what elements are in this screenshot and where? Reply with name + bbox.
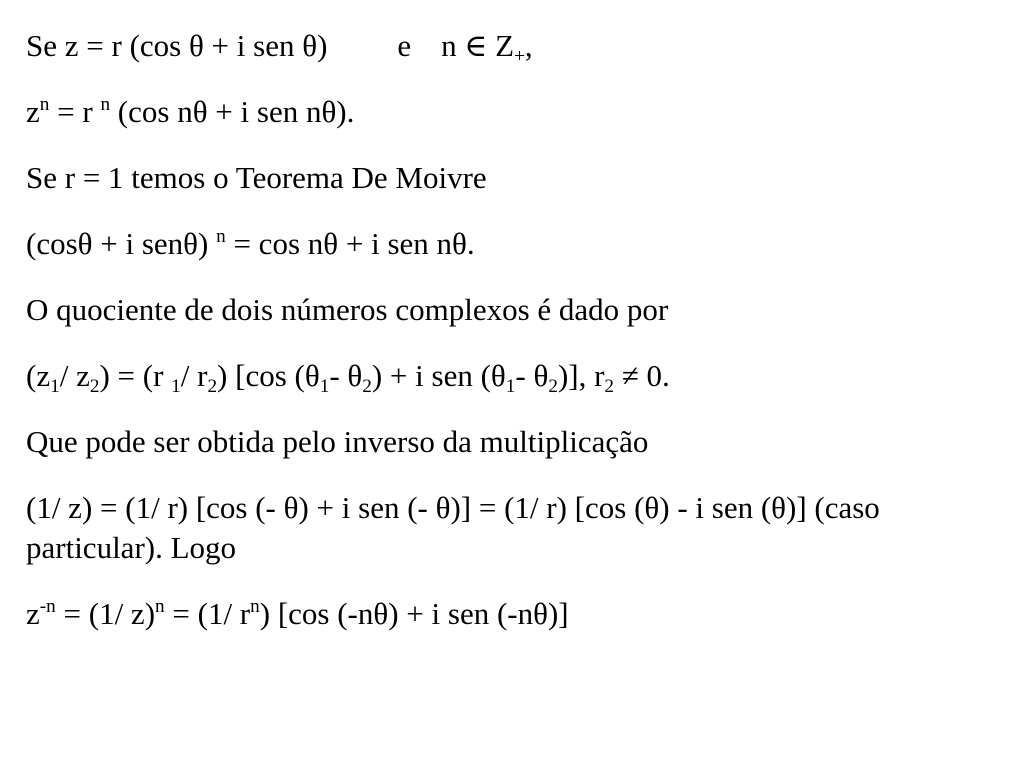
text-cos-sin-neg: ) [cos (-nθ) + i sen (-nθ)] <box>259 596 569 631</box>
sup-n: n <box>155 595 165 617</box>
line-power-formula <box>26 92 1001 132</box>
q-sub: 1 <box>319 375 330 397</box>
text-inverse-r: = (1/ r <box>164 596 251 631</box>
q-sub: 2 <box>207 375 218 397</box>
text-conjunction: e <box>397 28 412 63</box>
text-z: z <box>26 596 40 631</box>
q-part: - θ <box>515 358 549 393</box>
q-part: (z <box>26 358 51 393</box>
text-comma: , <box>524 28 533 63</box>
q-sub: 2 <box>362 375 372 397</box>
line-inverse-formula: (1/ z) = (1/ r) [cos (- θ) + i sen (- θ)] = (1/ r) [cos (θ) - i sen (θ)] (caso particular). Logo <box>26 490 880 565</box>
text-cos-sen-theta: (cosθ + i senθ) <box>26 226 217 261</box>
sup-neg-n: -n <box>39 595 56 617</box>
q-part: - θ <box>329 358 363 393</box>
sup-n-r: n <box>250 595 260 617</box>
q-part: ) [cos (θ <box>217 358 320 393</box>
q-sub: 1 <box>171 375 181 397</box>
text-n-in-z: n ∈ Z <box>441 28 515 63</box>
text-polar-form: Se z = r (cos θ + i sen θ) <box>26 28 328 63</box>
sup-n-r: n <box>100 93 111 115</box>
q-sub: 2 <box>89 375 100 397</box>
q-part: ≠ 0. <box>614 358 670 393</box>
q-part: ) = (r <box>99 358 172 393</box>
text-inverse-z: = (1/ z) <box>55 596 156 631</box>
q-part: / z <box>59 358 90 393</box>
subscript-plus: + <box>514 45 525 67</box>
line-negative-power <box>26 594 1001 634</box>
q-sub: 2 <box>548 375 558 397</box>
text-equals-cos: = cos nθ + i sen nθ. <box>225 226 475 261</box>
line-de-moivre-intro: Se r = 1 temos o Teorema De Moivre <box>26 160 487 195</box>
q-part: )], r <box>557 358 605 393</box>
slide-content <box>26 26 1001 634</box>
sup-n: n <box>216 225 226 247</box>
line-inverse-intro: Que pode ser obtida pelo inverso da multiplicação <box>26 424 649 459</box>
sup-n: n <box>39 93 50 115</box>
line-quotient-intro: O quociente de dois números complexos é dado por <box>26 292 669 327</box>
q-part: ) + i sen (θ <box>371 358 506 393</box>
line-polar-form <box>26 26 1001 66</box>
line-quotient-formula <box>26 356 1001 396</box>
text-z: z <box>26 94 40 129</box>
text-cos-sin: (cos nθ + i sen nθ). <box>110 94 355 129</box>
q-sub: 2 <box>604 375 615 397</box>
q-sub: 1 <box>50 375 60 397</box>
text-equals-r: = r <box>49 94 101 129</box>
line-de-moivre-formula <box>26 224 1001 264</box>
q-part: / r <box>180 358 208 393</box>
q-sub: 1 <box>505 375 516 397</box>
